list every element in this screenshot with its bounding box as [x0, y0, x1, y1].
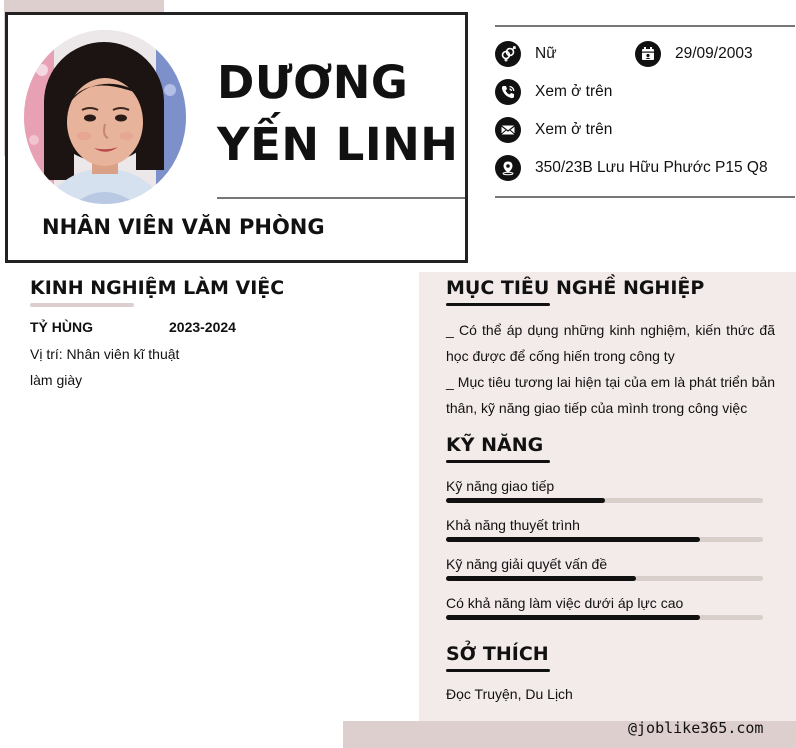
skill-label: Kỹ năng giải quyết vấn đề	[446, 556, 608, 572]
phone-value: Xem ở trên	[535, 83, 613, 100]
experience-period: 2023-2024	[169, 319, 236, 335]
mail-icon	[495, 117, 521, 143]
profile-photo	[24, 30, 186, 204]
hobbies-title: SỞ THÍCH	[446, 643, 549, 665]
birthday-value: 29/09/2003	[675, 45, 753, 62]
watermark-text: @joblike365.com	[628, 719, 764, 737]
skill-bar	[446, 498, 763, 503]
calendar-icon	[635, 41, 661, 67]
skill-bar-fill	[446, 537, 700, 542]
experience-title-underline	[30, 303, 134, 307]
skill-bar	[446, 576, 763, 581]
location-icon	[495, 155, 521, 181]
experience-title: KINH NGHIỆM LÀM VIỆC	[30, 277, 285, 299]
skills-title: KỸ NĂNG	[446, 434, 544, 456]
skill-bar-fill	[446, 576, 636, 581]
name-second-line: YẾN LINH	[217, 118, 459, 171]
contact-divider-top	[495, 25, 795, 27]
job-title: NHÂN VIÊN VĂN PHÒNG	[42, 215, 325, 239]
objective-title: MỤC TIÊU NGHỀ NGHIỆP	[446, 277, 705, 299]
skill-bar-fill	[446, 615, 700, 620]
skill-bar	[446, 615, 763, 620]
phone-icon	[495, 79, 521, 105]
gender-icon	[495, 41, 521, 67]
skill-bar-fill	[446, 498, 605, 503]
skills-title-underline	[446, 460, 550, 463]
objective-title-underline	[446, 303, 550, 306]
skill-label: Kỹ năng giao tiếp	[446, 478, 555, 494]
objective-text: _ Có thể áp dụng những kinh nghiệm, kiến thức đã học được để cống hiến trong công ty _ Mục tiêu tương lai hiện tại của em là phát triển bản thân, kỹ năng giao tiếp của mình trong công việc	[446, 322, 775, 416]
hobbies-title-underline	[446, 669, 550, 672]
skill-bar	[446, 537, 763, 542]
name-first-line: DƯƠNG	[217, 56, 409, 109]
contact-divider-bottom	[495, 196, 795, 198]
hobbies-text: Đọc Truyện, Du Lịch	[446, 686, 573, 702]
skill-label: Khả năng thuyết trình	[446, 517, 580, 533]
experience-description: Vị trí: Nhân viên kĩ thuật làm giày	[30, 346, 180, 388]
name-divider	[217, 197, 465, 199]
gender-value: Nữ	[535, 45, 557, 62]
skill-label: Có khả năng làm việc dưới áp lực cao	[446, 595, 684, 611]
email-value: Xem ở trên	[535, 121, 613, 138]
address-value: 350/23B Lưu Hữu Phước P15 Q8	[535, 159, 768, 176]
experience-company: TỶ HÙNG	[30, 319, 93, 335]
